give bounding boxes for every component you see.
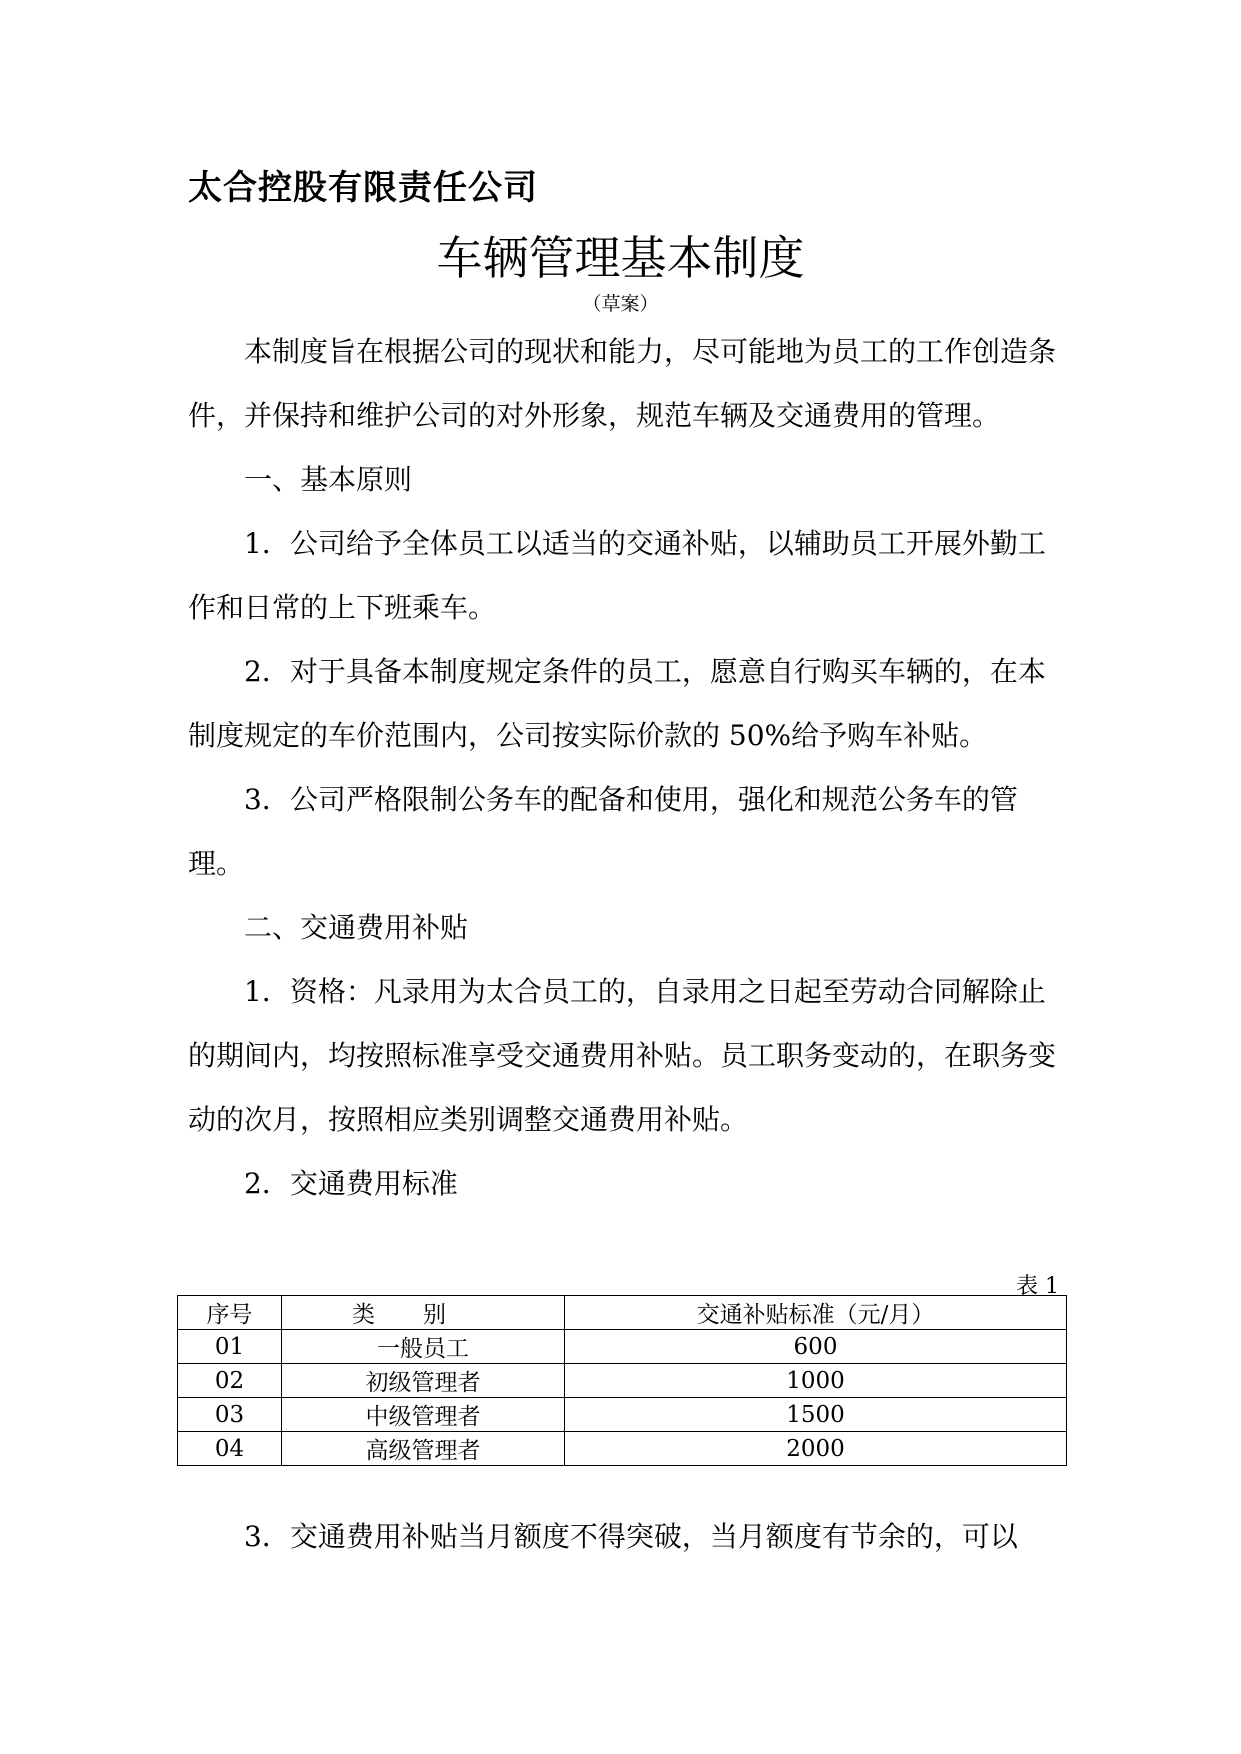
principle-paragraph-3: 3．公司严格限制公务车的配备和使用，强化和规范公务车的管理。	[188, 783, 1018, 880]
row-category-cell: 一般员工	[282, 1330, 565, 1364]
subsidy-paragraph-1: 1．资格：凡录用为太合员工的，自录用之日起至劳动合同解除止的期间内，均按照标准享受交通费用补贴。员工职务变动的，在职务变动的次月，按照相应类别调整交通费用补贴。	[188, 975, 1057, 1136]
table-row	[178, 1398, 1067, 1432]
row-standard-cell: 1000	[565, 1364, 1067, 1398]
section-heading-principles: 一、基本原则	[244, 463, 413, 496]
document-subtitle: （草案）	[582, 293, 659, 315]
table-caption: 表 1	[1016, 1274, 1059, 1299]
table-header-row	[178, 1296, 1067, 1330]
row-number-cell: 02	[178, 1364, 282, 1398]
header-cell-category: 类别	[282, 1296, 565, 1330]
row-standard-cell: 600	[565, 1330, 1067, 1364]
subsidy-paragraph-2: 2．交通费用标准	[244, 1167, 458, 1200]
document-title: 车辆管理基本制度	[436, 231, 805, 285]
row-category-cell: 高级管理者	[282, 1432, 565, 1466]
row-category-cell: 中级管理者	[282, 1398, 565, 1432]
principle-paragraph-1: 1．公司给予全体员工以适当的交通补贴，以辅助员工开展外勤工作和日常的上下班乘车。	[188, 527, 1046, 624]
table-row	[178, 1364, 1067, 1398]
company-name: 太合控股有限责任公司	[188, 168, 538, 208]
intro-paragraph: 本制度旨在根据公司的现状和能力，尽可能地为员工的工作创造条件，并保持和维护公司的对外形象，规范车辆及交通费用的管理。	[188, 335, 1057, 432]
table-row	[178, 1432, 1067, 1466]
document-body	[188, 320, 1068, 1216]
row-number-cell: 01	[178, 1330, 282, 1364]
row-number-cell: 04	[178, 1432, 282, 1466]
header-cell-number: 序号	[178, 1296, 282, 1330]
row-number-cell: 03	[178, 1398, 282, 1432]
header-cell-standard: 交通补贴标准（元/月）	[565, 1296, 1067, 1330]
subsidy-standard-table	[177, 1295, 1067, 1466]
section-heading-subsidy: 二、交通费用补贴	[244, 911, 469, 944]
row-category-cell: 初级管理者	[282, 1364, 565, 1398]
row-standard-cell: 2000	[565, 1432, 1067, 1466]
row-standard-cell: 1500	[565, 1398, 1067, 1432]
principle-paragraph-2: 2．对于具备本制度规定条件的员工，愿意自行购买车辆的，在本制度规定的车价范围内，公司按实际价款的 50%给予购车补贴。	[188, 655, 1046, 752]
table-row	[178, 1330, 1067, 1364]
subsidy-paragraph-3: 3．交通费用补贴当月额度不得突破，当月额度有节余的，可以	[244, 1520, 1018, 1553]
